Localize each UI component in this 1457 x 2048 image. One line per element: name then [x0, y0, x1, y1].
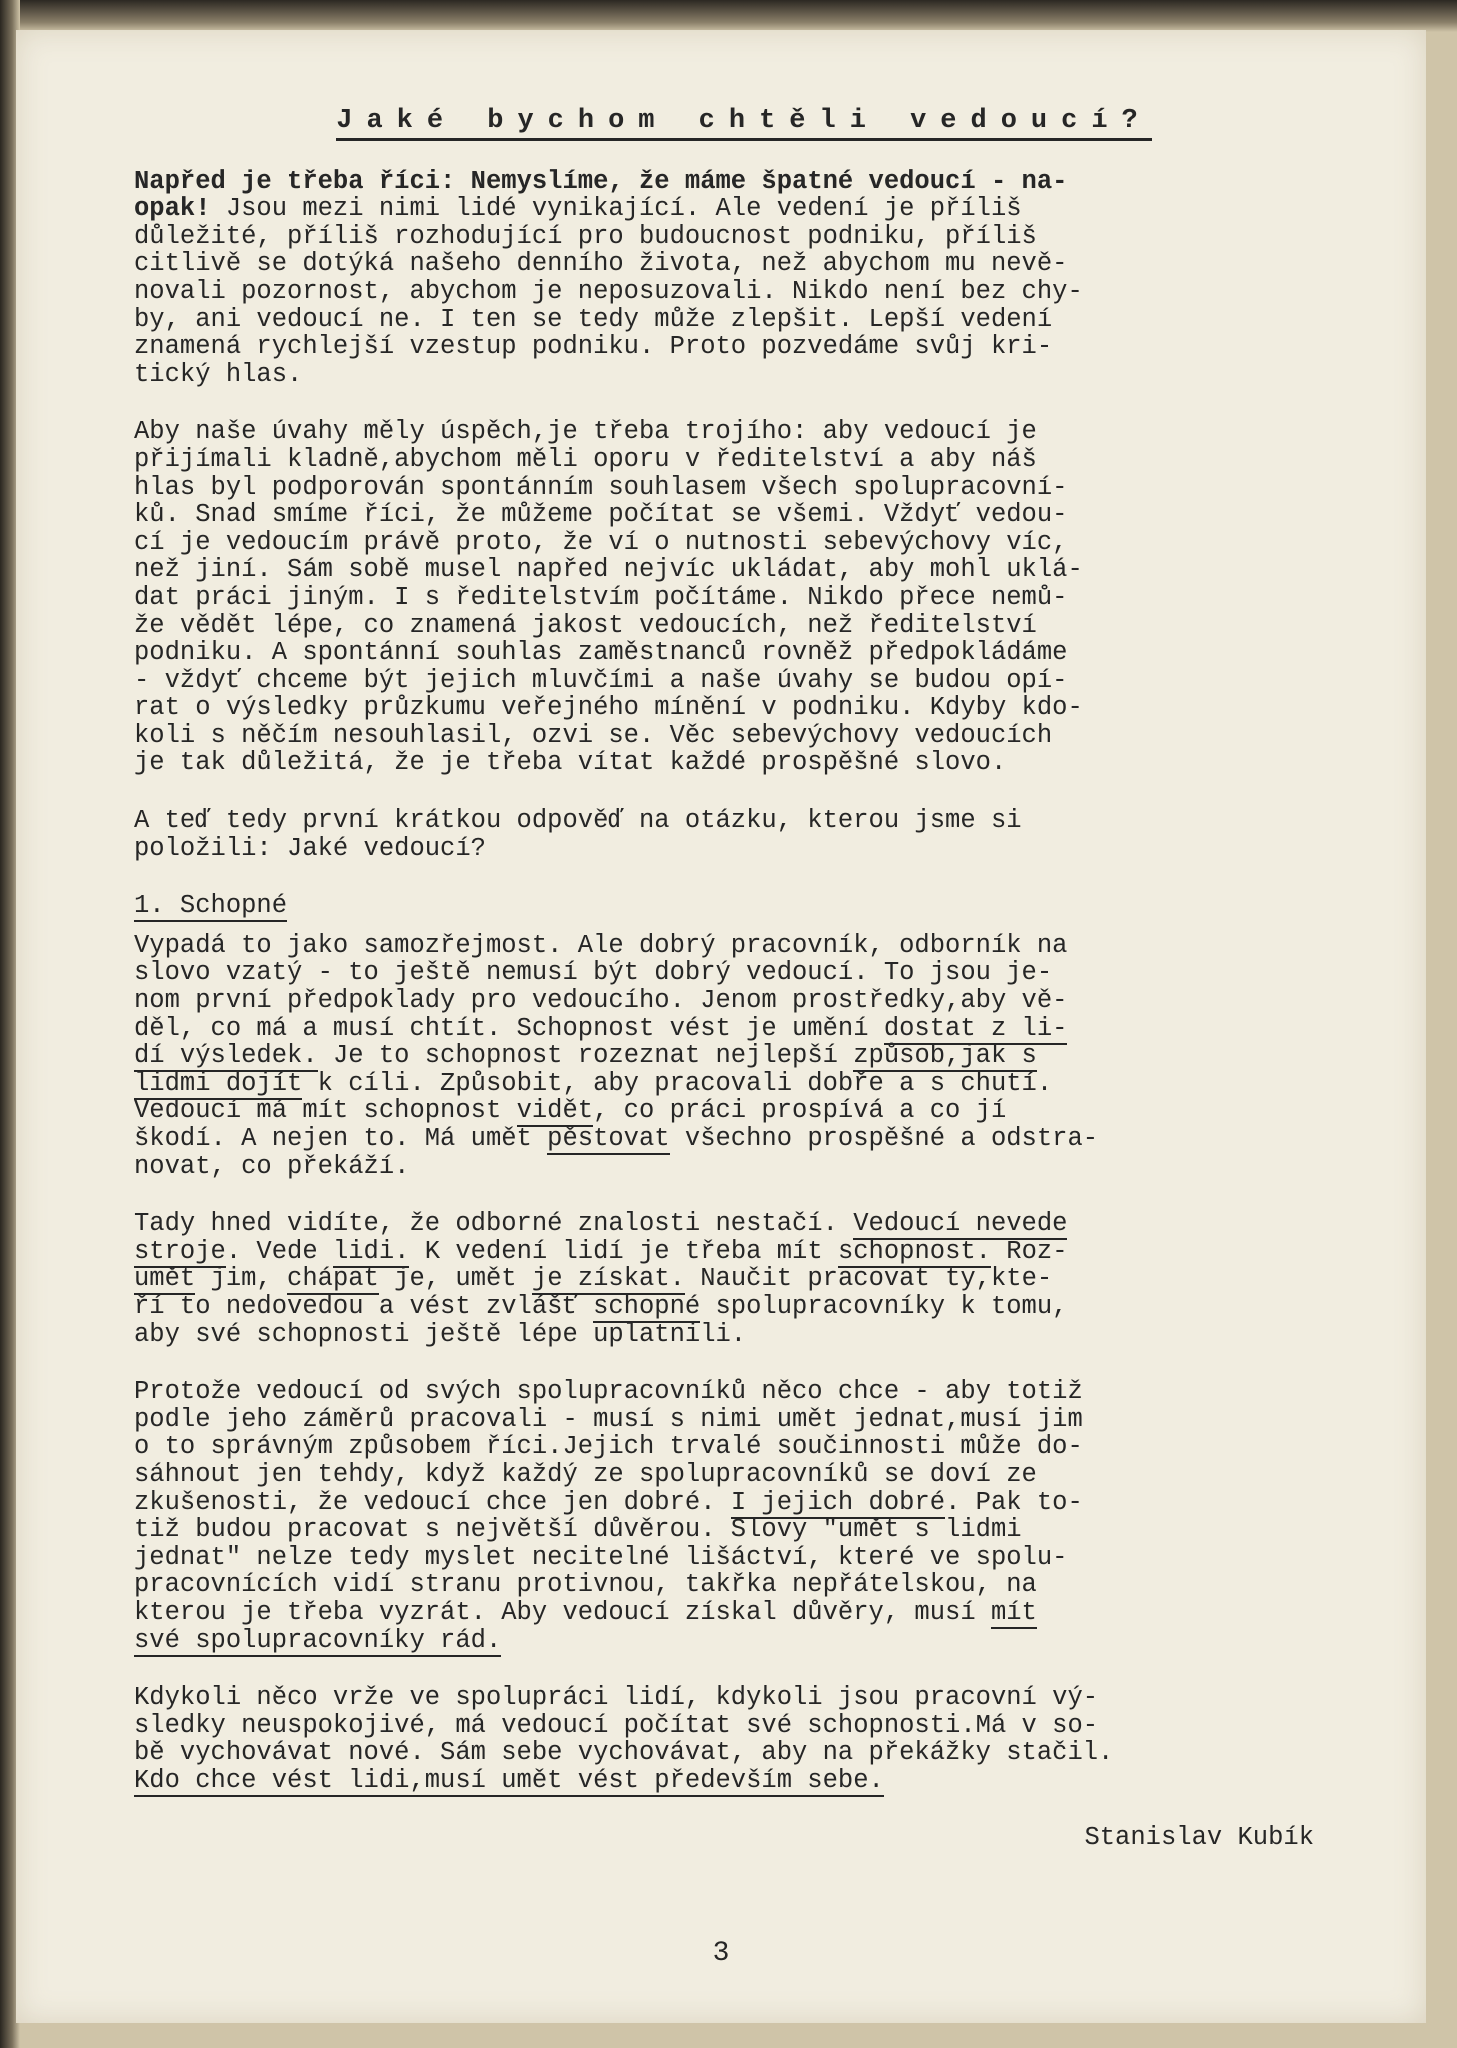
text-line [134, 418, 1314, 446]
text-line [134, 1293, 1314, 1321]
text-line [134, 1489, 1314, 1517]
text-line [134, 1712, 1314, 1740]
title-text: Jaké bychom chtěli vedoucí? [336, 106, 1151, 141]
underlined-text: stroje [134, 1236, 226, 1266]
text-line [134, 1739, 1314, 1767]
text-line [134, 1571, 1314, 1599]
text-line [134, 987, 1314, 1015]
text-line [134, 959, 1314, 987]
text-segment: Roz- [990, 1236, 1068, 1266]
article-title [134, 108, 1314, 136]
article-body [134, 168, 1314, 1795]
bold-text: Nemyslíme, že máme špatné vedoucí - na- [455, 166, 1068, 196]
paragraph [134, 1684, 1314, 1794]
text-segment: Protože vedoucí od svých spolupracovníků něco chce - aby totiž [134, 1377, 1083, 1407]
text-line [134, 195, 1314, 223]
text-segment: jednat" nelze tedy myslet necitelné lišáctví, které ve spolu- [134, 1542, 1068, 1572]
text-segment: kterou je třeba vyzrát. Aby vedoucí získal důvěry, musí [134, 1597, 991, 1627]
text-segment: koli s něčím nesouhlasil, ozvi se. Věc sebevýchovy vedoucích [134, 720, 1053, 750]
underlined-text: 1. Schopné [134, 891, 288, 921]
underlined-text: vidět [516, 1096, 594, 1126]
text-segment: sledky neuspokojivé, má vedoucí počítat své schopnosti.Má v so- [134, 1710, 1099, 1740]
text-segment: hlas byl podporován spontánním souhlasem všech spolupracovní- [134, 472, 1068, 502]
underlined-text: pěstovat [547, 1124, 670, 1153]
text-line [134, 1433, 1314, 1461]
underlined-text: lidmi dojít [134, 1068, 303, 1098]
text-segment: . Pak to- [945, 1487, 1083, 1517]
text-line [134, 1210, 1314, 1238]
text-segment: by, ani vedoucí ne. I ten se tedy může zlepšit. Lepší vedení [134, 304, 1053, 334]
text-segment: podle jeho záměrů pracovali - musí s nimi umět jednat,musí jim [134, 1404, 1083, 1434]
text-segment: novali pozornost, abychom je neposuzovali. Nikdo není bez chy- [134, 276, 1083, 306]
text-line [134, 333, 1314, 361]
text-segment: všechno prospěšné a odstra- [669, 1124, 1099, 1153]
text-segment: rat o výsledky průzkumu veřejného mínění v podniku. Kdyby kdo- [134, 693, 1083, 723]
text-line [134, 1767, 1314, 1795]
text-segment: škodí. A nejen to. Má umět [134, 1124, 548, 1153]
text-segment: tiž budou pracovat s největší důvěrou. Slovy "umět s lidmi [134, 1515, 1022, 1545]
document-page [16, 30, 1426, 2023]
text-line [134, 1042, 1314, 1070]
underlined-text: lidi. [332, 1236, 410, 1266]
text-line [134, 1238, 1314, 1266]
text-segment: přijímali kladně,abychom měli oporu v ředitelství a aby náš [134, 444, 1037, 474]
text-segment: citlivě se dotýká našeho denního života, než abychom mu nevě- [134, 249, 1068, 279]
text-line [134, 556, 1314, 584]
text-segment: cí je vedoucím právě proto, že ví o nutnosti sebevýchovy víc, [134, 527, 1068, 557]
text-segment: je tak důležitá, že je třeba vítat každé prospěšné slovo. [134, 748, 1007, 778]
text-segment: Aby naše úvahy měly úspěch,je třeba trojího: aby vedoucí je [134, 417, 1037, 447]
text-segment: Vypadá to jako samozřejmost. Ale dobrý pracovník, odborník na [134, 930, 1068, 960]
text-segment: slovo vzatý - to ještě nemusí být dobrý vedoucí. To jsou je- [134, 958, 1053, 988]
text-segment: podniku. A spontánní souhlas zaměstnanců rovněž předpokládáme [134, 638, 1068, 668]
text-segment: A teď tedy první krátkou odpověď na otázku, kterou jsme si [134, 806, 1022, 836]
text-line [134, 584, 1314, 612]
text-segment: pracovnících vidí stranu protivnou, takřka nepřátelskou, na [134, 1570, 1037, 1600]
text-line [134, 694, 1314, 722]
underlined-text: Vedoucí nevede [853, 1209, 1068, 1239]
text-line [134, 749, 1314, 777]
text-line [134, 835, 1314, 863]
text-line [134, 932, 1314, 960]
text-segment: zkušenosti, že vedoucí chce jen dobré. [134, 1487, 731, 1517]
underlined-text: dostat z li- [883, 1013, 1068, 1043]
text-segment: spolupracovníky k tomu, [700, 1291, 1068, 1321]
text-segment: ří to nedovedou a vést zvlášť [134, 1291, 594, 1321]
text-segment: Je to schopnost rozeznat nejlepší [317, 1041, 854, 1071]
text-line [134, 361, 1314, 389]
text-segment: položili: Jaké vedoucí? [134, 833, 486, 863]
text-segment: ků. Snad smíme říci, že můžeme počítat se všemi. Vždyť vedou- [134, 500, 1068, 530]
text-segment: že vědět lépe, co znamená jakost vedoucích, než ředitelství [134, 610, 1037, 640]
paragraph [134, 168, 1314, 389]
underlined-text: způsob,jak s [853, 1041, 1037, 1071]
text-segment: novat, co překáží. [134, 1151, 410, 1181]
underlined-text: umět [134, 1264, 196, 1294]
text-segment: je, umět [378, 1264, 532, 1294]
text-segment: o to správným způsobem říci.Jejich trvalé součinnosti může do- [134, 1432, 1083, 1462]
underlined-text: chápat [287, 1264, 379, 1294]
text-line [134, 1097, 1314, 1125]
author-signature: Stanislav Kubík [1084, 1823, 1314, 1853]
text-segment: znamená rychlejší vzestup podniku. Proto pozvedáme svůj kri- [134, 332, 1053, 362]
text-segment: sáhnout jen tehdy, když každý ze spolupracovníků se doví ze [134, 1459, 1037, 1489]
underlined-text: své spolupracovníky rád. [134, 1625, 502, 1655]
text-line [134, 250, 1314, 278]
bold-text: opak! [134, 194, 211, 224]
text-segment: Tady hned vidíte, že odborné znalosti nestačí. [134, 1209, 854, 1239]
text-segment: než jiní. Sám sobě musel napřed nejvíc ukládat, aby mohl uklá- [134, 555, 1083, 585]
paragraph [134, 807, 1314, 862]
text-line [134, 501, 1314, 529]
text-segment: důležité, příliš rozhodující pro budoucnost podniku, příliš [134, 221, 1037, 251]
page-number: 3 [712, 1938, 730, 1969]
underlined-text: dí výsledek. [134, 1041, 318, 1071]
text-segment: bě vychovávat nové. Sám sebe vychovávat, aby na překážky stačil. [134, 1738, 1114, 1768]
text-line [134, 1544, 1314, 1572]
text-line [134, 1125, 1314, 1153]
text-segment: Jsou mezi nimi lidé vynikající. Ale vedení je příliš [210, 194, 1022, 224]
text-line [134, 1321, 1314, 1349]
text-segment: tický hlas. [134, 359, 303, 389]
text-segment: Kdykoli něco vrže ve spolupráci lidí, kdykoli jsou pracovní vý- [134, 1683, 1099, 1713]
text-line [134, 1265, 1314, 1293]
text-segment: dat práci jiným. I s ředitelstvím počítáme. Nikdo přece nemů- [134, 582, 1068, 612]
underlined-text: schopné [593, 1291, 701, 1321]
text-segment: nom první předpoklady pro vedoucího. Jenom prostředky,aby vě- [134, 986, 1068, 1016]
text-line [134, 667, 1314, 695]
text-segment: Naučit pracovat ty,kte- [684, 1264, 1053, 1294]
underlined-text: mít [990, 1597, 1037, 1627]
underlined-text: Kdo chce vést lidi,musí umět vést především sebe. [134, 1765, 884, 1795]
article-content [134, 100, 1314, 1852]
text-line [134, 223, 1314, 251]
text-segment: , co práci prospívá a co jí [593, 1096, 1007, 1126]
underlined-text: schopnost. [837, 1236, 991, 1266]
text-segment: aby své schopnosti ještě lépe uplatnili. [134, 1319, 747, 1349]
text-segment: - vždyť chceme být jejich mluvčími a naše úvahy se budou opí- [134, 665, 1068, 695]
text-segment: děl, co má a musí chtít. Schopnost vést je umění [134, 1013, 884, 1043]
text-line [134, 1461, 1314, 1489]
text-segment: K vedení lidí je třeba mít [409, 1236, 838, 1266]
text-line [134, 1015, 1314, 1043]
bold-text: Napřed je třeba říci: [134, 166, 456, 196]
text-line [134, 1406, 1314, 1434]
text-line [134, 306, 1314, 334]
text-segment: jim, [195, 1264, 288, 1294]
underlined-text: je získat. [531, 1264, 685, 1294]
text-line [134, 474, 1314, 502]
text-segment: . Vede [225, 1236, 333, 1266]
text-line [134, 639, 1314, 667]
paragraph [134, 932, 1314, 1180]
text-line [134, 278, 1314, 306]
underlined-text: I jejich dobré [730, 1487, 946, 1517]
text-line [134, 1599, 1314, 1627]
text-line [134, 1627, 1314, 1655]
text-line [134, 1684, 1314, 1712]
text-line [134, 612, 1314, 640]
paragraph [134, 1210, 1314, 1348]
scan-top-edge [0, 0, 1457, 32]
text-line [134, 1378, 1314, 1406]
text-line [134, 1070, 1314, 1098]
text-line [134, 892, 1314, 920]
text-line [134, 1153, 1314, 1181]
paragraph [134, 418, 1314, 777]
text-line [134, 1516, 1314, 1544]
text-line [134, 807, 1314, 835]
text-line [134, 722, 1314, 750]
text-line [134, 168, 1314, 196]
text-line [134, 446, 1314, 474]
text-segment: k cíli. Způsobit, aby pracovali dobře a s chutí. [302, 1068, 1053, 1098]
section-heading [134, 892, 1314, 920]
text-line [134, 529, 1314, 557]
text-segment: Vedoucí má mít schopnost [134, 1096, 517, 1126]
paragraph [134, 1378, 1314, 1654]
